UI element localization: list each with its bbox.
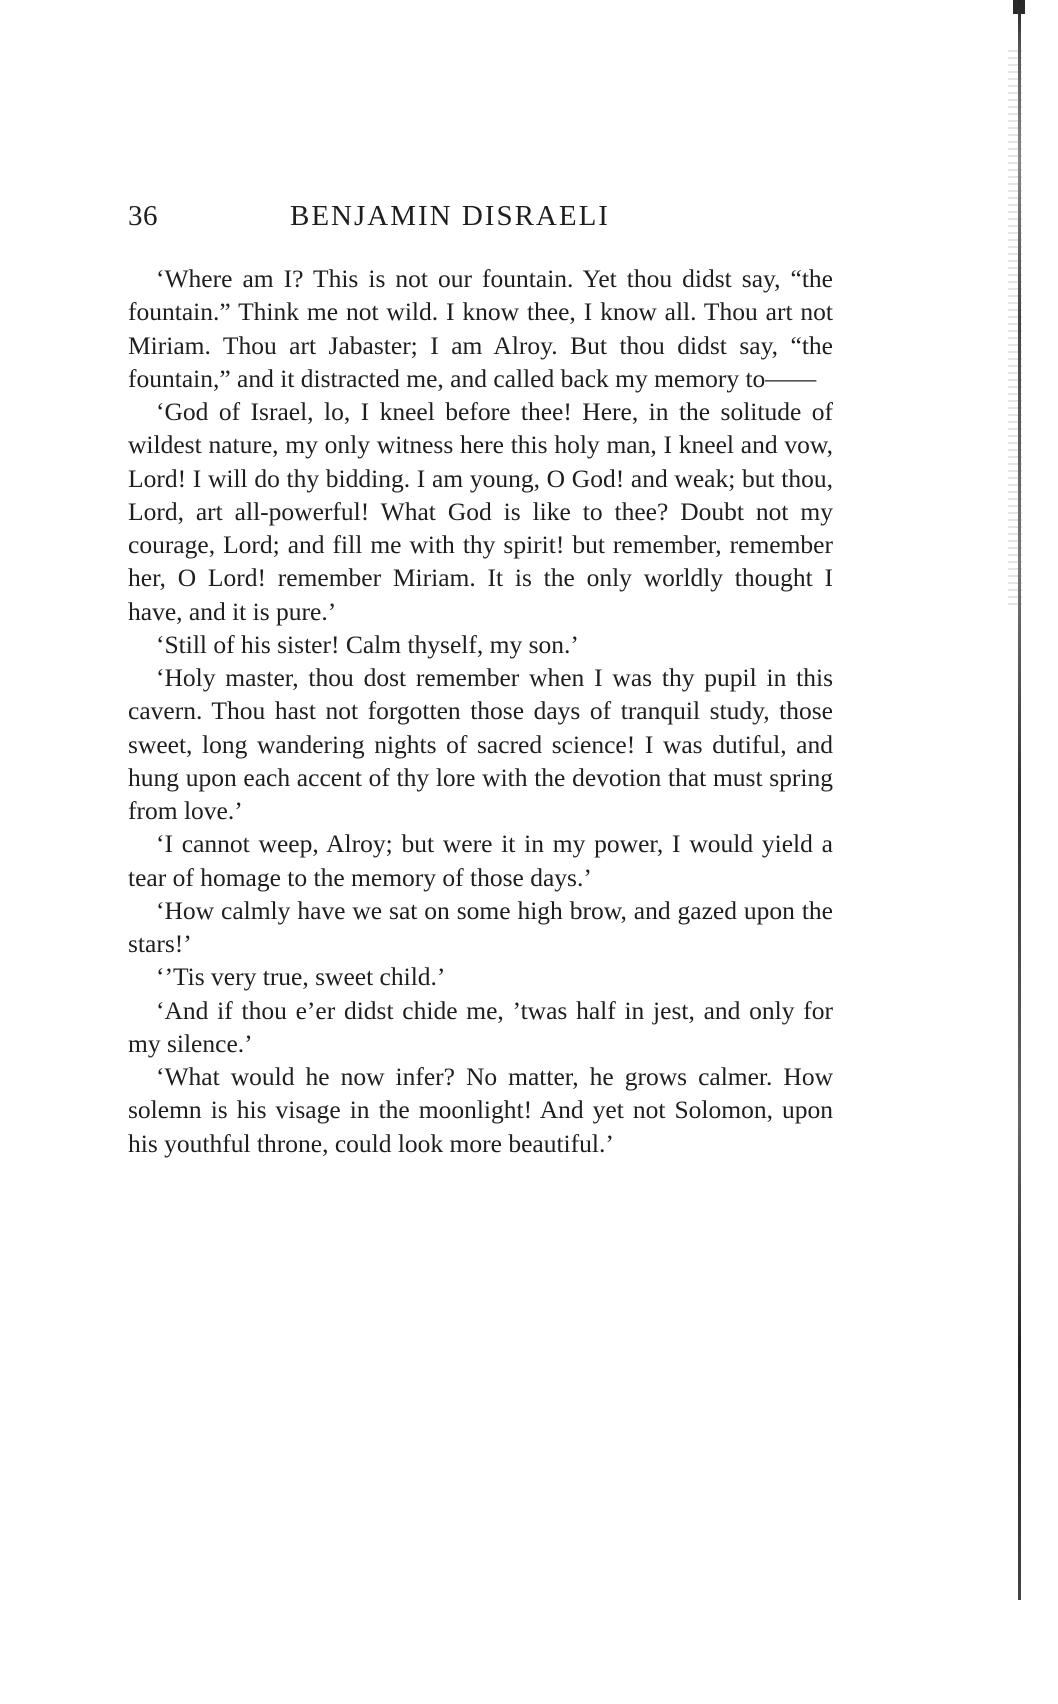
paragraph: ‘Holy master, thou dost remember when I was thy pupil in this cavern. Thou hast not forgotten those days of tranquil study, those sweet, long wandering nights of sacred science! I was dutiful, and hung upon each accent of thy lore with the devotion that must spring from love.’ [128,663,833,825]
paragraph: ‘Still of his sister! Calm thyself, my son.’ [156,629,579,659]
running-title: BENJAMIN DISRAELI [290,200,610,232]
paragraph: ‘How calmly have we sat on some high brow, and gazed upon the stars!’ [128,895,833,958]
page-number: 36 [128,200,158,232]
paragraph: ‘God of Israel, lo, I kneel before thee! Here, in the solitude of wildest nature, my only witness here this holy man, I kneel and vow, Lord! I will do thy bidding. I am young, O God! and weak; but thou, Lord, art all-powerful! What God is like to thee? Doubt not my courage, Lord; and fill me with thy spirit! but remember, remember her, O Lord! remember Miriam. It is the only worldly thought I have, and it is pure.’ [128,397,833,626]
paragraph: ‘’Tis very true, sweet child.’ [156,962,446,992]
binding-edge [1018,0,1021,1600]
paragraph: ‘What would he now infer? No matter, he grows calmer. How solemn is his visage in the moonlight! And yet not Solomon, upon his youthful throne, could look more beautiful.’ [128,1062,833,1158]
page-header [128,196,838,240]
paragraph: ‘Where am I? This is not our fountain. Yet thou didst say, “the fountain.” Think me not wild. I know thee, I know all. Thou art not Miriam. Thou art Jabaster; I am Alroy. But thou didst say, “the fountain,” and it distracted me, and called back my memory to—— [128,264,833,393]
body-text [128,262,833,1160]
paragraph: ‘And if thou e’er didst chide me, ’twas half in jest, and only for my silence.’ [128,995,833,1058]
paragraph: ‘I cannot weep, Alroy; but were it in my power, I would yield a tear of homage to the memory of those days.’ [128,829,833,892]
